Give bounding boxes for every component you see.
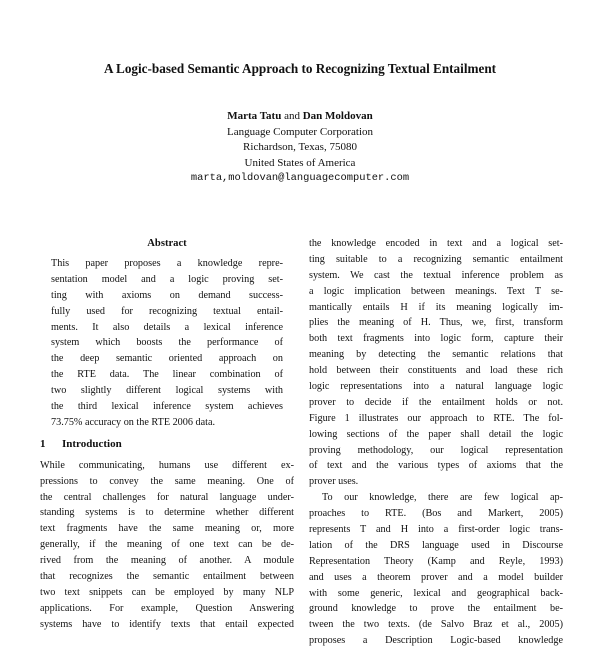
body-line: logic representations into a natural language logic bbox=[309, 381, 563, 393]
body-line: While communicating, humans use different ex- bbox=[40, 459, 294, 471]
body-line: lation of the DRS language used in Discourse bbox=[309, 539, 563, 551]
body-line: pressions to convey the same meaning. One of bbox=[40, 475, 294, 487]
body-line: a logic implication between meanings. Text T se- bbox=[309, 285, 563, 297]
body-line: represents T and H into a first-order logic trans- bbox=[309, 524, 563, 536]
author-2: Dan Moldovan bbox=[302, 110, 373, 122]
abstract-line: ments. It also details a lexical inference bbox=[51, 321, 283, 333]
introduction-body bbox=[40, 458, 294, 633]
paper-title: A Logic-based Semantic Approach to Recognizing Textual Entailment bbox=[103, 61, 497, 76]
body-line: two text snippets can be employed by many NLP bbox=[40, 586, 294, 598]
country: United States of America bbox=[244, 156, 356, 169]
affiliation: Language Computer Corporation bbox=[226, 125, 374, 138]
body-line: generally, if the meaning of one text can be de- bbox=[40, 539, 294, 551]
section-number: 1 bbox=[40, 437, 46, 450]
abstract-line: the deep semantic oriented approach on bbox=[51, 353, 283, 365]
author-names bbox=[0, 109, 600, 125]
body-line: prover to decide if the entailment holds or not. bbox=[309, 396, 563, 408]
abstract-heading: Abstract bbox=[147, 238, 187, 249]
body-line: proposes a Description Logic-based knowledge bbox=[309, 635, 563, 647]
body-line: hold between their constituents and load these rich bbox=[309, 365, 563, 377]
city: Richardson, Texas, 75080 bbox=[243, 141, 357, 153]
section-heading-introduction bbox=[40, 437, 294, 458]
body-line: rived from the meaning of another. A module bbox=[40, 555, 294, 567]
body-line: plies the meaning of H. Thus, we, first, transform bbox=[309, 317, 563, 329]
body-line: with some generic, lexical and geographical back- bbox=[309, 587, 563, 599]
body-line: that recognizes the semantic entailment between bbox=[40, 571, 294, 583]
body-line: text fragments have the same meaning or, more bbox=[40, 523, 294, 535]
body-line: ting suitable to a recognizing semantic entailment bbox=[309, 253, 563, 265]
body-line: tween the two texts. (de Salvo Braz et al., 2005) bbox=[309, 619, 563, 631]
author-1: Marta Tatu bbox=[227, 110, 282, 122]
body-line: the knowledge encoded in text and a logical set- bbox=[309, 238, 563, 249]
body-line: prover uses. bbox=[309, 476, 359, 488]
body-line: meaning by detecting the semantic relations that bbox=[309, 349, 563, 361]
body-line: both text fragments into logic form, capture their bbox=[309, 333, 563, 345]
body-line: system. We cast the textual inference problem as bbox=[309, 269, 563, 281]
abstract-line: fully used for recognizing textual entail- bbox=[51, 305, 283, 317]
abstract-line: ting with axioms on demand success- bbox=[51, 289, 283, 301]
section-title: Introduction bbox=[62, 437, 122, 450]
right-paragraph-1 bbox=[309, 236, 563, 490]
abstract-line: 73.75% accuracy on the RTE 2006 data. bbox=[51, 416, 216, 428]
right-paragraph-2 bbox=[309, 490, 563, 649]
body-line: applications. For example, Question Answering bbox=[40, 602, 294, 614]
body-line: To our knowledge, there are few logical ap- bbox=[322, 492, 563, 504]
body-line: and uses a theorem prover and a model builder bbox=[309, 571, 563, 583]
body-line: proving methodology, our logical representation bbox=[309, 444, 563, 456]
abstract-body bbox=[40, 256, 294, 431]
abstract-line: system which boosts the performance of bbox=[51, 337, 283, 349]
author-conjunction: and bbox=[284, 110, 300, 122]
body-line: mantically entails H if its meaning logically im- bbox=[309, 301, 563, 313]
abstract-line: two slightly different logical systems with bbox=[51, 385, 283, 397]
body-line: systems have to identify texts that entail expected bbox=[40, 618, 294, 630]
abstract-line: sentation model and a logic proving set- bbox=[51, 273, 283, 285]
body-line: of text and the various types of axioms that the bbox=[309, 460, 563, 472]
body-line: the central challenges for natural language under- bbox=[40, 491, 294, 503]
author-block bbox=[0, 109, 600, 187]
abstract-line: the third lexical inference system achieves bbox=[51, 401, 283, 413]
body-line: lowing sections of the paper shall detail the logic bbox=[309, 428, 563, 440]
body-line: standing systems is to determine whether different bbox=[40, 507, 294, 519]
email: marta,moldovan@languagecomputer.com bbox=[190, 172, 410, 184]
body-line: proaches to RTE. (Bos and Markert, 2005) bbox=[309, 508, 563, 520]
left-column bbox=[40, 236, 294, 633]
body-line: ground knowledge to prove the entailment be- bbox=[309, 603, 563, 615]
body-line: Figure 1 illustrates our approach to RTE. The fol- bbox=[309, 412, 563, 424]
body-line: Representation Theory (Kamp and Reyle, 1993) bbox=[309, 555, 563, 567]
right-column bbox=[309, 236, 563, 649]
abstract-line: This paper proposes a knowledge repre- bbox=[51, 258, 283, 269]
abstract-line: the RTE data. The linear combination of bbox=[51, 369, 283, 381]
